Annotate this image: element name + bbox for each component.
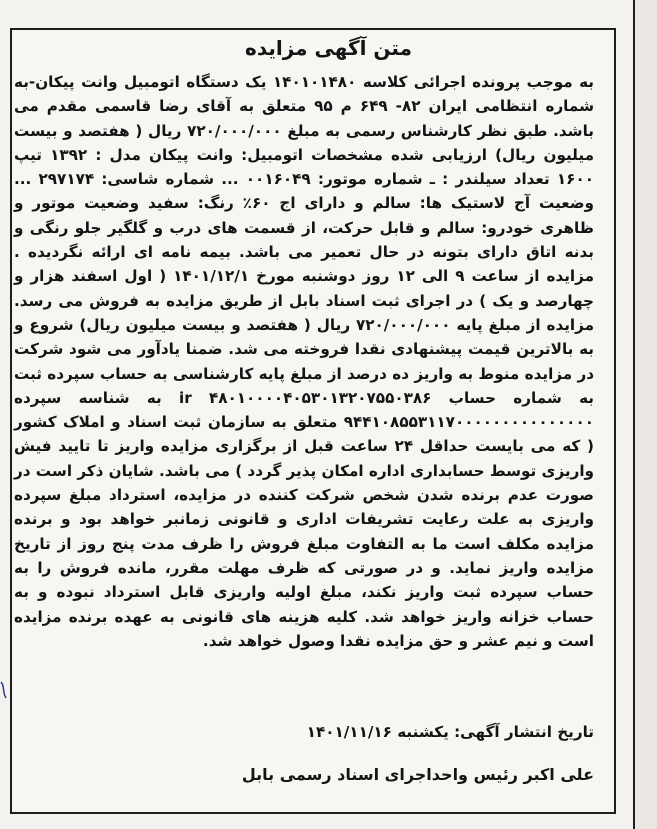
margin-pen-mark bbox=[0, 680, 8, 700]
notice-title: متن آگهی مزایده bbox=[245, 36, 412, 60]
signature-line: علی اکبر رئیس واحداجرای اسناد رسمی بابل bbox=[241, 765, 594, 784]
notice-body: به موجب پرونده اجرائی کلاسه ۱۴۰۱۰۱۴۸۰ یک دستگاه اتومبیل وانت پیکان-به شماره انتظامی ایران ۸۲- ۶۴۹ م ۹۵ متعلق به آقای رضا قاسمی مقدم می باشد. طبق نظر کارشناس رسمی به مبلغ ۷۲۰/۰۰۰/۰۰۰ ریال ( هفتصد و بیست میلیون ریال) ارزیابی شده مشخصات اتومبیل: وانت پیکان مدل : ۱۳۹۲ تیپ ۱۶۰۰ تعداد سیلندر : ـ شماره موتور: ۰۰۱۶۰۴۹ ... شماره شاسی: ۲۹۷۱۷۴ ... وضعیت آج لاستیک ها: سالم و دارای اج ۶۰٪ رنگ: سفید وضعیت موتور و ظاهری خودرو: سالم و قابل حرکت، از قسمت های درب و گلگیر جلو رنگی و بدنه اتاق دارای بتونه در حال تعمیر می باشد. بیمه نامه ای ارائه نگردیده . مزایده از ساعت ۹ الی ۱۲ روز دوشنبه مورخ ۱۴۰۱/۱۲/۱ ( اول اسفند هزار و چهارصد و یک ) در اجرای ثبت اسناد بابل از طریق مزایده به فروش می رسد. مزایده از مبلغ پایه ۷۲۰/۰۰۰/۰۰۰ ریال ( هفتصد و بیست میلیون ریال) شروع و به بالاترین قیمت پیشنهادی نقدا فروخته می شد. ضمنا یادآور می شود شرکت در مزایده منوط به واریز ده درصد از مبلغ پایه کارشناسی به حساب سپرده ثبت به شماره حساب ۴۸۰۱۰۰۰۰۴۰۵۳۰۱۳۲۰۷۵۵۰۳۸۶ ir به شناسه سپرده ۹۴۴۱۰۸۵۵۳۱۱۷۰۰۰۰۰۰۰۰۰۰۰۰۰۰۰ متعلق به سازمان ثبت اسناد و املاک کشور ( که می بایست حداقل ۲۴ ساعت قبل از برگزاری مزایده واریز تا تایید فیش واریزی توسط حسابداری اداره امکان پذیر گردد ) می باشد. شایان ذکر است در صورت عدم برنده شدن شخص شرکت کننده در مزایده، استرداد مبلغ سپرده واریزی به علت رعایت تشریفات اداری و قانونی زمانبر خواهد بود و برنده مزایده مکلف است ما به التفاوت مبلغ فروش را ظرف مدت پنج روز از تاریخ مزایده واریز نماید. و در صورتی که ظرف مهلت مقرر، مانده فروش را به حساب سپرده ثبت واریز نکند، مبلغ اولیه واریزی قابل استرداد نبوده و به حساب خزانه واریز خواهد شد. کلیه هزینه های قانونی به عهده برنده مزایده است و نیم عشر و حق مزایده نقدا وصول خواهد شد. bbox=[13, 73, 595, 650]
adjacent-column-edge bbox=[633, 0, 657, 829]
publication-date: تاریخ انتشار آگهی: یکشنبه ۱۴۰۱/۱۱/۱۶ bbox=[306, 723, 594, 741]
